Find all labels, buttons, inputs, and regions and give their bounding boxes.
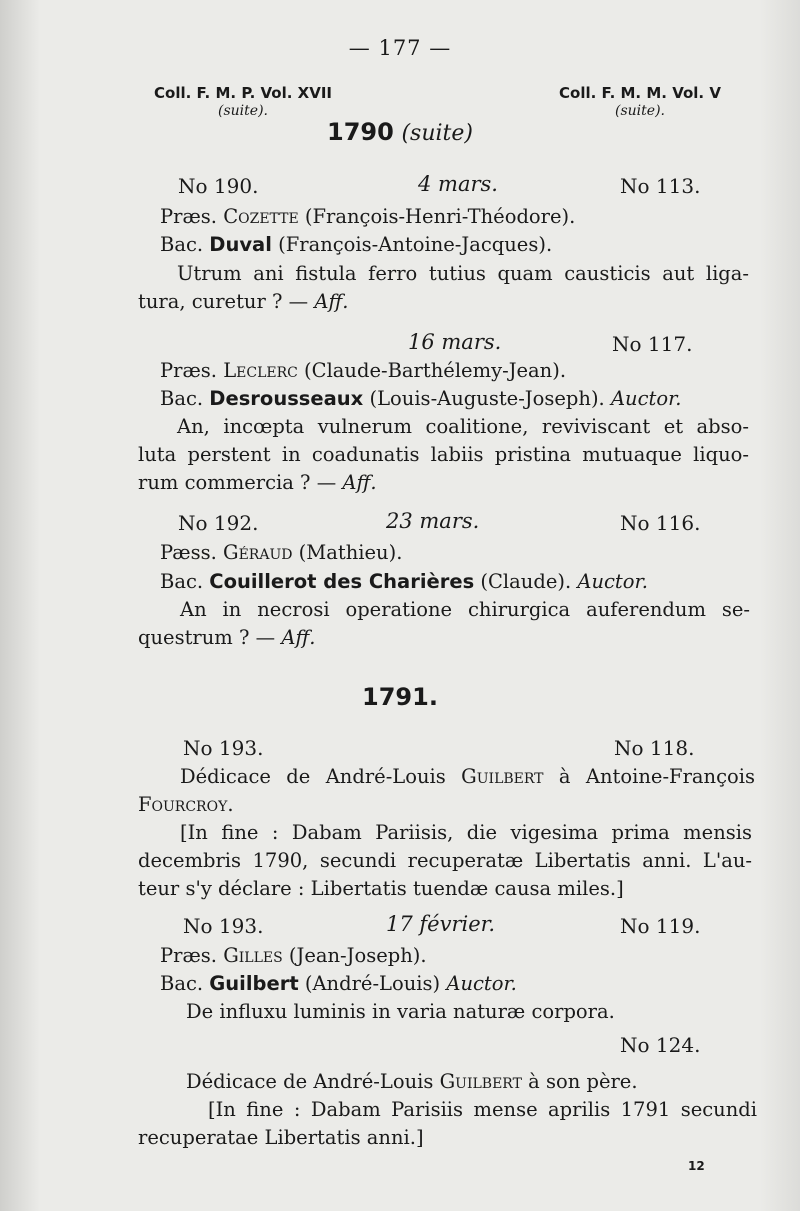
entry1-num-left: No 190. <box>178 174 259 198</box>
entry2-text-line1: An, incœpta vulnerum coalitione, reviviscant et abso- <box>177 415 749 438</box>
praes-rest: (Claude-Barthélemy-Jean). <box>297 359 567 382</box>
entry1-date: 4 mars. <box>418 172 498 196</box>
entry1-bac <box>160 231 552 259</box>
praes-name: Gilles <box>223 944 283 967</box>
praes-rest: (Jean-Joseph). <box>282 944 427 967</box>
bac-rest: (Louis-Auguste-Joseph). <box>363 387 611 410</box>
auctor-label: Auctor. <box>446 972 517 995</box>
page-number: — 177 — <box>348 36 452 60</box>
year-1790: 1790 <box>327 118 394 146</box>
text-run: à Antoine-François <box>543 765 756 788</box>
bac-name: Guilbert <box>209 972 299 995</box>
bac-prefix: Bac. <box>160 233 210 256</box>
year-heading-1790 <box>0 118 800 146</box>
entry6-text-line3: recuperatae Libertatis anni.] <box>138 1126 424 1149</box>
entry2-praes <box>160 357 566 385</box>
collection-right-suite: (suite). <box>615 103 665 119</box>
entry4-text-line2: Fourcroy. <box>138 793 234 816</box>
entry5-text-line1: De influxu luminis in varia naturæ corpora. <box>186 1000 615 1023</box>
entry2-num-right: No 117. <box>612 332 693 356</box>
bac-prefix: Bac. <box>160 972 210 995</box>
aff-label: Aff. <box>342 471 377 494</box>
entry5-num-right: No 119. <box>620 914 701 938</box>
entry6-num-right: No 124. <box>620 1033 701 1057</box>
entry2-text-line3 <box>138 469 377 497</box>
entry4-num-right: No 118. <box>614 736 695 760</box>
entry2-bac <box>160 385 682 413</box>
year-1790-suite: (suite) <box>401 121 473 146</box>
praes-prefix: Præs. <box>160 359 224 382</box>
bac-rest: (André-Louis) <box>298 972 447 995</box>
entry3-num-left: No 192. <box>178 511 259 535</box>
entry3-bac <box>160 568 648 596</box>
collection-left-title: Coll. F. M. P. Vol. XVII <box>154 84 332 102</box>
person-name: Guilbert <box>461 765 544 788</box>
praes-prefix: Præs. <box>160 944 224 967</box>
praes-prefix: Pæss. <box>160 541 223 564</box>
entry3-date: 23 mars. <box>386 509 480 533</box>
entry5-bac <box>160 970 517 998</box>
praes-rest: (François-Henri-Théodore). <box>298 205 576 228</box>
collection-left-suite: (suite). <box>218 103 268 119</box>
text-run: Dédicace de André-Louis <box>186 1070 440 1093</box>
aff-label: Aff. <box>281 626 316 649</box>
aff-label: Aff. <box>314 290 349 313</box>
bac-rest: (François-Antoine-Jacques). <box>271 233 553 256</box>
bac-prefix: Bac. <box>160 570 210 593</box>
entry2-text-line2: luta perstent in coadunatis labiis pristina mutuaque liquo- <box>138 443 749 466</box>
bac-name: Couillerot des Charières <box>209 570 475 593</box>
text-run: rum commercia ? — <box>138 471 343 494</box>
collection-right-title: Coll. F. M. M. Vol. V <box>559 84 721 102</box>
entry4-text-line4: decembris 1790, secundi recuperatæ Libertatis anni. L'au- <box>138 849 752 872</box>
printer-signature: 12 <box>688 1159 705 1173</box>
bac-rest: (Claude). <box>474 570 578 593</box>
year-1791: 1791. <box>362 683 438 711</box>
bac-name: Desrousseaux <box>209 387 364 410</box>
collection-right <box>520 84 760 120</box>
bac-prefix: Bac. <box>160 387 210 410</box>
text-run: questrum ? — <box>138 626 282 649</box>
entry4-num-left: No 193. <box>183 736 264 760</box>
entry3-num-right: No 116. <box>620 511 701 535</box>
collection-left <box>118 84 368 120</box>
year-heading-1791 <box>0 683 800 711</box>
entry1-num-right: No 113. <box>620 174 701 198</box>
entry1-text-line1: Utrum ani fistula ferro tutius quam causticis aut liga- <box>177 262 749 285</box>
person-name: Guilbert <box>439 1070 522 1093</box>
text-run: tura, curetur ? — <box>138 290 315 313</box>
entry3-text-line2 <box>138 624 315 652</box>
bac-name: Duval <box>209 233 272 256</box>
praes-name: Cozette <box>223 205 299 228</box>
praes-prefix: Præs. <box>160 205 224 228</box>
entry6-text-line1 <box>186 1068 638 1096</box>
entry4-text-line5: teur s'y déclare : Libertatis tuendæ causa miles.] <box>138 877 624 900</box>
auctor-label: Auctor. <box>610 387 682 410</box>
entry4-text-line3: [In fine : Dabam Pariisis, die vigesima prima mensis <box>180 821 752 844</box>
entry3-praes <box>160 539 402 567</box>
entry2-date: 16 mars. <box>408 330 502 354</box>
text-run: Dédicace de André-Louis <box>180 765 462 788</box>
entry6-text-line2: [In fine : Dabam Parisiis mense aprilis 1791 secundi <box>208 1098 757 1121</box>
entry4-text-line1 <box>180 763 755 791</box>
text-run: à son père. <box>521 1070 638 1093</box>
entry1-text-line2 <box>138 288 348 316</box>
praes-name: Géraud <box>223 541 293 564</box>
praes-rest: (Mathieu). <box>292 541 403 564</box>
entry1-praes <box>160 203 575 231</box>
praes-name: Leclerc <box>223 359 298 382</box>
entry3-text-line1: An in necrosi operatione chirurgica auferendum se- <box>180 598 750 621</box>
auctor-label: Auctor. <box>577 570 648 593</box>
entry5-date: 17 février. <box>386 912 496 936</box>
entry5-praes <box>160 942 427 970</box>
entry5-num-left: No 193. <box>183 914 264 938</box>
